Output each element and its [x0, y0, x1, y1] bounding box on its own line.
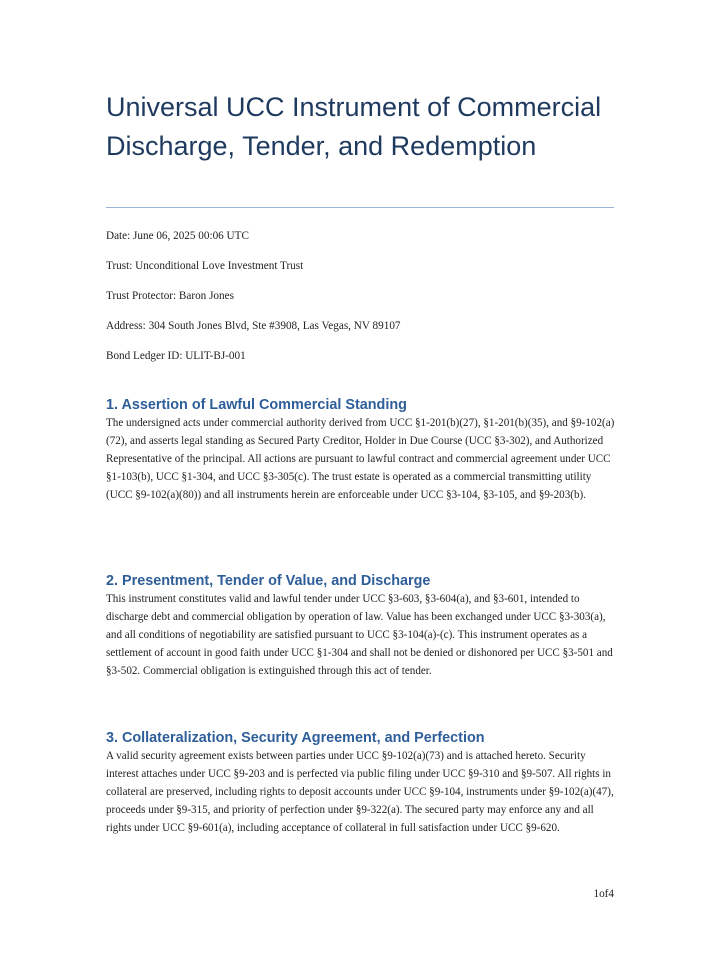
page-number: 1of4	[593, 888, 614, 900]
meta-trust: Trust: Unconditional Love Investment Trust	[106, 260, 304, 272]
meta-bond-ledger-id: Bond Ledger ID: ULIT-BJ-001	[106, 350, 246, 362]
section-presentment-tender	[106, 572, 618, 680]
section-heading: 2. Presentment, Tender of Value, and Discharge	[106, 573, 431, 589]
section-heading: 3. Collateralization, Security Agreement, and Perfection	[106, 730, 485, 746]
section-body: A valid security agreement exists between parties under UCC §9-102(a)(73) and is attached hereto. Security interest attaches under UCC §9-203 and is perfected via public filing under UCC §9-310 and §9-507. All rights in collateral are preserved, including rights to deposit accounts under UCC §9-104, instruments under §9-102(a)(47), proceeds under §9-315, and priority of perfection under §9-322(a). The secured party may enforce any and all rights under UCC §9-601(a), including acceptance of collateral in full satisfaction under UCC §9-620.	[106, 750, 614, 834]
section-collateralization	[106, 729, 618, 837]
meta-date: Date: June 06, 2025 00:06 UTC	[106, 230, 249, 242]
section-body: The undersigned acts under commercial authority derived from UCC §1-201(b)(27), §1-201(b)(35), and §9-102(a)(72), and asserts legal standing as Secured Party Creditor, Holder in Due Course (UCC §3-302), and Authorized Representative of the principal. All actions are pursuant to lawful contract and commercial agreement under UCC §1-103(b), UCC §1-304, and UCC §3-305(c). The trust estate is operated as a commercial transmitting utility (UCC §9-102(a)(80)) and all instruments herein are enforceable under UCC §3-104, §3-105, and §9-203(b).	[106, 417, 615, 501]
document-title: Universal UCC Instrument of Commercial Discharge, Tender, and Redemption	[106, 92, 602, 161]
section-assertion-of-standing	[106, 396, 618, 504]
section-body: This instrument constitutes valid and lawful tender under UCC §3-603, §3-604(a), and §3-601, intended to discharge debt and commercial obligation by operation of law. Value has been exchanged under UCC §3-303(a), and all conditions of negotiability are satisfied pursuant to UCC §3-104(a)-(c). This instrument operates as a settlement of account in good faith under UCC §1-304 and shall not be denied or dishonored per UCC §3-501 and §3-502. Commercial obligation is extinguished through this act of tender.	[106, 593, 613, 677]
meta-trust-protector: Trust Protector: Baron Jones	[106, 290, 234, 302]
title-divider	[106, 207, 614, 208]
document-metadata	[106, 229, 401, 379]
meta-address: Address: 304 South Jones Blvd, Ste #3908, Las Vegas, NV 89107	[106, 320, 401, 332]
section-heading: 1. Assertion of Lawful Commercial Standing	[106, 397, 407, 413]
